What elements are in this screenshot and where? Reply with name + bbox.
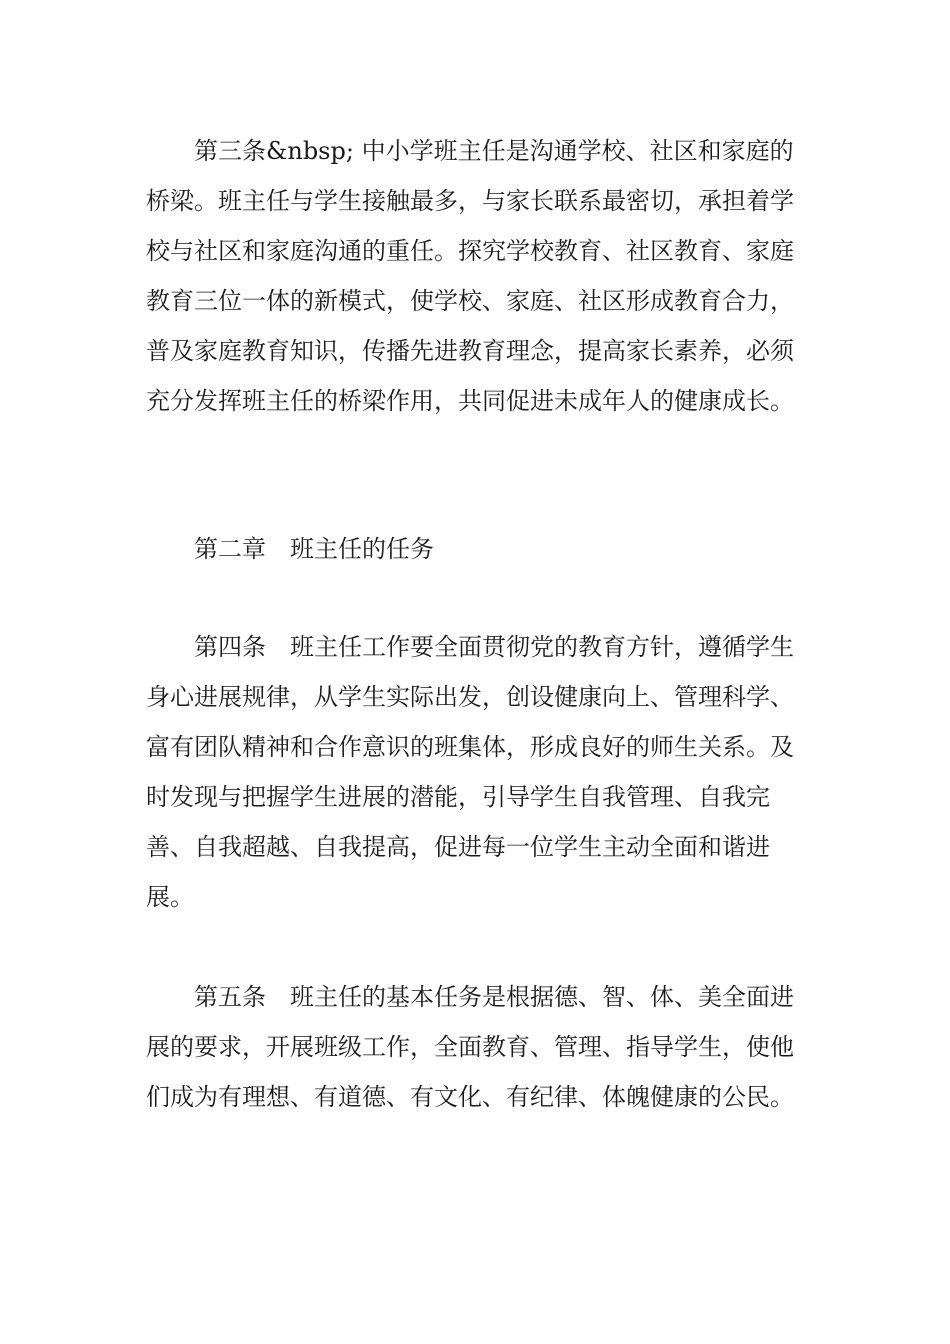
article-4-paragraph: 第四条 班主任工作要全面贯彻党的教育方针，遵循学生身心进展规律，从学生实际出发，创设健康向上、管理科学、富有团队精神和合作意识的班集体，形成良好的师生关系。及时发现与把握学生进展的潜能，引导学生自我管理、自我完善、自我超越、自我提高，促进每一位学生主动全面和谐进展。 <box>146 633 794 911</box>
article-5-paragraph: 第五条 班主任的基本任务是根据德、智、体、美全面进展的要求，开展班级工作，全面教育、管理、指导学生，使他们成为有理想、有道德、有文化、有纪律、体魄健康的公民。 <box>146 983 794 1111</box>
chapter-2-heading: 第二章 班主任的任务 <box>194 535 434 563</box>
article-3-paragraph: 第三条&nbsp; 中小学班主任是沟通学校、社区和家庭的桥梁。班主任与学生接触最多，与家长联系最密切，承担着学校与社区和家庭沟通的重任。探究学校教育、社区教育、家庭教育三位一体的新模式，使学校、家庭、社区形成教育合力，普及家庭教育知识，传播先进教育理念，提高家长素养，必须充分发挥班主任的桥梁作用，共同促进未成年人的健康成长。 <box>146 137 794 415</box>
